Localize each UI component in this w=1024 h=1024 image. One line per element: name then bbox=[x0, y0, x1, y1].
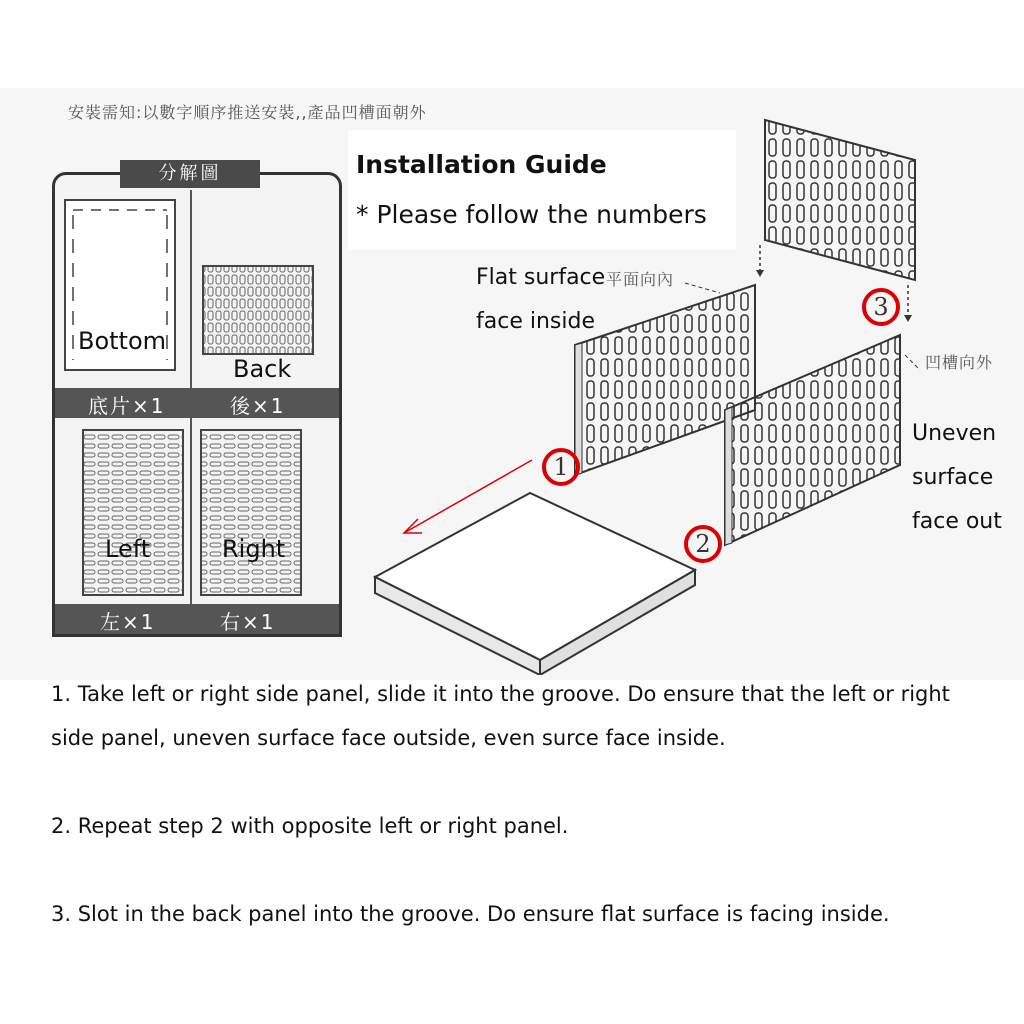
guide-title: Installation Guide bbox=[356, 150, 607, 179]
step-marker-2: 2 bbox=[684, 525, 722, 563]
left-label: Left bbox=[105, 535, 151, 563]
back-label: Back bbox=[233, 355, 292, 383]
face-inside-label: face inside bbox=[476, 309, 595, 334]
uneven-label-line1: Uneven bbox=[912, 421, 997, 446]
instruction-step-3: 3. Slot in the back panel into the groove. Do ensure flat surface is facing inside. bbox=[51, 902, 890, 926]
instruction-step-1: 1. Take left or right side panel, slide it into the groove. Do ensure that the left or right side panel, uneven surface face outside, even surce face inside. bbox=[51, 682, 950, 750]
bottom-cn-count: 底片×1 bbox=[88, 394, 166, 418]
chinese-install-note: 安裝需知:以數字順序推送安裝,,產品凹槽面朝外 bbox=[68, 103, 427, 122]
exploded-view-title: 分解圖 bbox=[120, 160, 260, 188]
right-panel-drawing bbox=[201, 430, 301, 595]
bottom-label: Bottom bbox=[78, 327, 167, 355]
instructions-block bbox=[51, 672, 971, 936]
step-marker-1: 1 bbox=[542, 448, 580, 486]
back-panel-drawing bbox=[203, 266, 313, 354]
uneven-label-line2: surface bbox=[912, 465, 994, 490]
left-panel-drawing bbox=[83, 430, 183, 595]
base-illustration bbox=[375, 493, 695, 675]
parts-band-bottom bbox=[55, 604, 339, 634]
instruction-step-2: 2. Repeat step 2 with opposite left or right panel. bbox=[51, 814, 569, 838]
back-cn-count: 後×1 bbox=[230, 394, 286, 418]
groove-cn-label: 凹槽向外 bbox=[925, 353, 994, 372]
step-marker-3: 3 bbox=[862, 288, 900, 326]
left-cn-count: 左×1 bbox=[100, 610, 156, 634]
uneven-label-line3: face out bbox=[912, 509, 1002, 534]
flat-surface-label: Flat surface bbox=[476, 265, 606, 290]
flat-surface-cn-label: 平面向內 bbox=[606, 270, 675, 289]
guide-subtitle: * Please follow the numbers bbox=[356, 200, 707, 229]
assembly-illustration bbox=[360, 115, 1020, 675]
right-label: Right bbox=[222, 535, 286, 563]
right-cn-count: 右×1 bbox=[220, 610, 276, 634]
